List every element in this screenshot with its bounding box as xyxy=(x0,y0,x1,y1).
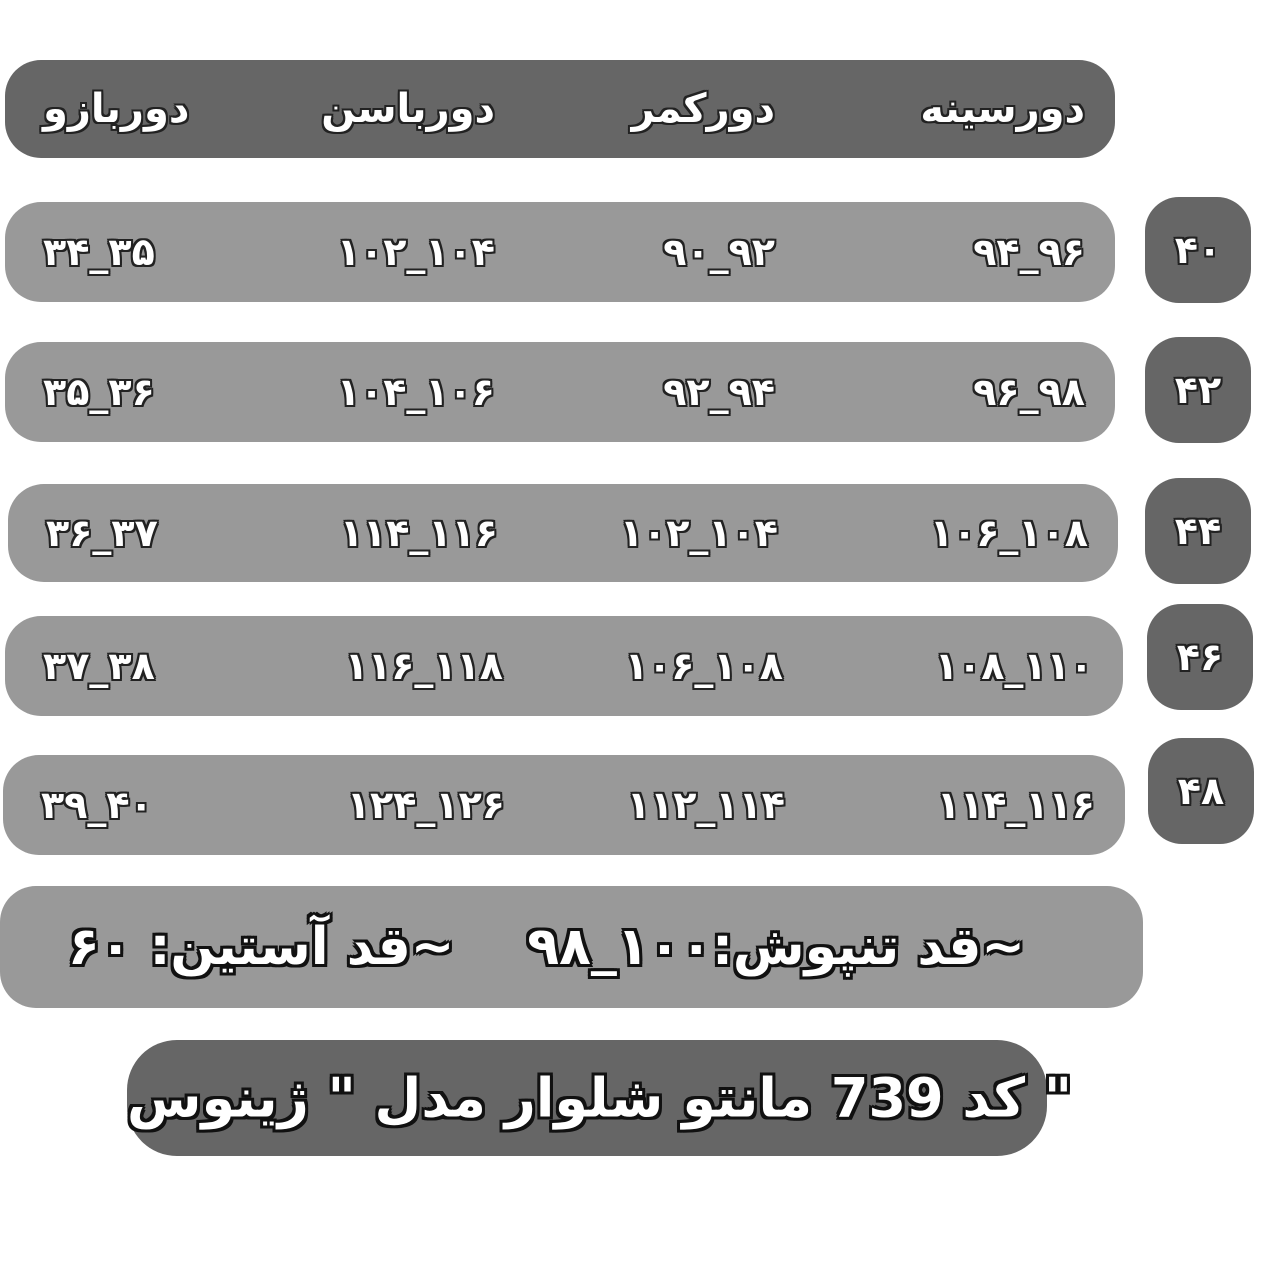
cell-hip: ۱۱۶_۱۱۸ xyxy=(344,644,503,688)
table-row xyxy=(3,755,1125,855)
top-length-note: قد تنپوش:۱۰۰_۹۸~ xyxy=(527,917,1025,977)
cell-hip: ۱۰۴_۱۰۶ xyxy=(336,370,495,414)
size-badge xyxy=(1147,604,1253,710)
table-row xyxy=(5,202,1115,302)
size-label: ۴۲ xyxy=(1174,368,1222,412)
size-badge xyxy=(1145,337,1251,443)
cell-waist: ۱۱۲_۱۱۴ xyxy=(626,783,785,827)
sleeve-length-note: قد آستین: ۶۰~ xyxy=(68,917,455,977)
size-label: ۴۶ xyxy=(1176,635,1224,679)
cell-waist: ۱۰۶_۱۰۸ xyxy=(624,644,783,688)
header-arm: دوربازو xyxy=(43,86,190,132)
product-title: کد 739 مانتو شلوار مدل " ژینوس " xyxy=(127,1066,1072,1130)
cell-arm: ۳۴_۳۵ xyxy=(43,230,155,274)
cell-hip: ۱۲۴_۱۲۶ xyxy=(346,783,505,827)
header-chest: دورسینه xyxy=(920,86,1085,132)
size-badge xyxy=(1145,197,1251,303)
size-badge xyxy=(1148,738,1254,844)
table-row xyxy=(8,484,1118,582)
header-waist: دورکمر xyxy=(631,86,775,132)
cell-chest: ۱۰۸_۱۱۰ xyxy=(934,644,1093,688)
table-header xyxy=(5,60,1115,158)
cell-chest: ۱۰۶_۱۰۸ xyxy=(929,511,1088,555)
cell-arm: ۳۵_۳۶ xyxy=(43,370,155,414)
cell-arm: ۳۹_۴۰ xyxy=(41,783,153,827)
cell-waist: ۹۲_۹۴ xyxy=(663,370,775,414)
size-label: ۴۴ xyxy=(1174,509,1222,553)
table-row xyxy=(5,342,1115,442)
cell-waist: ۹۰_۹۲ xyxy=(663,230,775,274)
table-row xyxy=(5,616,1123,716)
size-label: ۴۰ xyxy=(1174,228,1222,272)
length-notes xyxy=(0,886,1143,1008)
cell-waist: ۱۰۲_۱۰۴ xyxy=(619,511,778,555)
cell-arm: ۳۶_۳۷ xyxy=(46,511,158,555)
size-badge xyxy=(1145,478,1251,584)
cell-arm: ۳۷_۳۸ xyxy=(43,644,155,688)
cell-hip: ۱۱۴_۱۱۶ xyxy=(339,511,498,555)
cell-chest: ۹۴_۹۶ xyxy=(973,230,1085,274)
header-hip: دورباسن xyxy=(321,86,495,132)
product-title-bar xyxy=(127,1040,1072,1156)
size-label: ۴۸ xyxy=(1177,769,1225,813)
cell-hip: ۱۰۲_۱۰۴ xyxy=(336,230,495,274)
cell-chest: ۹۶_۹۸ xyxy=(973,370,1085,414)
cell-chest: ۱۱۴_۱۱۶ xyxy=(936,783,1095,827)
